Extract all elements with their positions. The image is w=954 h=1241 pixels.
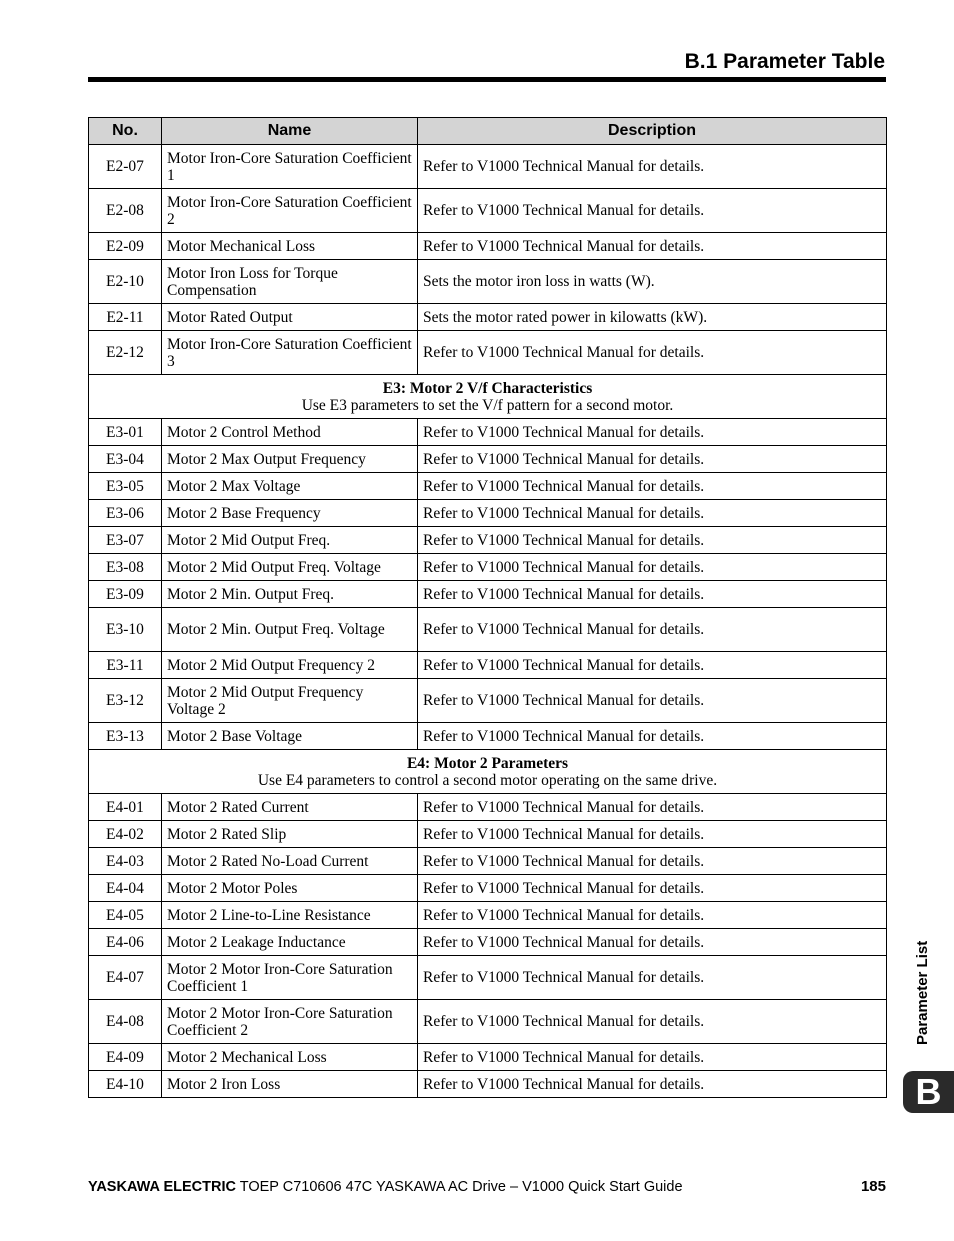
table-row [89,527,887,554]
parameter-number-cell: E4-08 [89,1000,162,1044]
parameter-name-cell: Motor Iron Loss for Torque Compensation [162,260,418,304]
parameter-description-cell: Refer to V1000 Technical Manual for details. [418,581,887,608]
parameter-name-cell: Motor 2 Mid Output Frequency Voltage 2 [162,679,418,723]
parameter-number-cell: E2-11 [89,304,162,331]
parameter-number-cell: E2-10 [89,260,162,304]
table-row [89,875,887,902]
column-header-name: Name [162,118,418,145]
parameter-description-cell: Refer to V1000 Technical Manual for details. [418,652,887,679]
parameter-name-cell: Motor 2 Leakage Inductance [162,929,418,956]
parameter-description-cell: Sets the motor iron loss in watts (W). [418,260,887,304]
parameter-name-cell: Motor 2 Control Method [162,419,418,446]
parameter-name-cell: Motor 2 Rated No-Load Current [162,848,418,875]
parameter-name-cell: Motor Iron-Core Saturation Coefficient 2 [162,189,418,233]
parameter-description-cell: Refer to V1000 Technical Manual for details. [418,956,887,1000]
parameter-name-cell: Motor Iron-Core Saturation Coefficient 1 [162,145,418,189]
section-description: Use E3 parameters to set the V/f pattern for a second motor. [301,396,674,414]
table-row [89,189,887,233]
parameter-name-cell: Motor 2 Base Voltage [162,723,418,750]
parameter-name-cell: Motor Rated Output [162,304,418,331]
parameter-description-cell: Refer to V1000 Technical Manual for details. [418,473,887,500]
footer-brand: YASKAWA ELECTRIC [88,1179,236,1195]
parameter-number-cell: E3-04 [89,446,162,473]
parameter-number-cell: E3-12 [89,679,162,723]
section-description: Use E4 parameters to control a second motor operating on the same drive. [257,771,718,789]
page-number: 185 [860,1178,886,1195]
parameter-description-cell: Refer to V1000 Technical Manual for details. [418,446,887,473]
table-body [89,145,887,1098]
parameter-description-cell: Refer to V1000 Technical Manual for details. [418,500,887,527]
parameter-description-cell: Refer to V1000 Technical Manual for details. [418,848,887,875]
parameter-number-cell: E2-08 [89,189,162,233]
table-row [89,1044,887,1071]
parameter-number-cell: E4-10 [89,1071,162,1098]
side-tab-label: Parameter List [914,940,931,1045]
table-row [89,723,887,750]
column-header-no: No. [89,118,162,145]
parameter-number-cell: E3-11 [89,652,162,679]
parameter-description-cell: Refer to V1000 Technical Manual for details. [418,233,887,260]
footer-document-info [88,1179,683,1195]
parameter-description-cell: Refer to V1000 Technical Manual for details. [418,1000,887,1044]
parameter-name-cell: Motor 2 Iron Loss [162,1071,418,1098]
table-row [89,331,887,375]
table-row [89,794,887,821]
parameter-name-cell: Motor 2 Max Output Frequency [162,446,418,473]
table-row [89,233,887,260]
parameter-name-cell: Motor 2 Mid Output Frequency 2 [162,652,418,679]
parameter-number-cell: E2-07 [89,145,162,189]
parameter-number-cell: E3-01 [89,419,162,446]
parameter-number-cell: E4-03 [89,848,162,875]
parameter-name-cell: Motor 2 Mid Output Freq. [162,527,418,554]
parameter-description-cell: Refer to V1000 Technical Manual for details. [418,145,887,189]
parameter-description-cell: Refer to V1000 Technical Manual for details. [418,794,887,821]
table-row [89,473,887,500]
table-row [89,848,887,875]
parameter-description-cell: Refer to V1000 Technical Manual for details. [418,902,887,929]
table-row [89,554,887,581]
table-row [89,679,887,723]
parameter-number-cell: E3-05 [89,473,162,500]
parameter-description-cell: Sets the motor rated power in kilowatts (kW). [418,304,887,331]
table-header-row [89,118,887,145]
parameter-name-cell: Motor 2 Line-to-Line Resistance [162,902,418,929]
table-row [89,608,887,652]
parameter-number-cell: E4-02 [89,821,162,848]
table-row [89,304,887,331]
page-title: B.1 Parameter Table [684,50,885,73]
table-row [89,902,887,929]
section-title: E3: Motor 2 V/f Characteristics [382,379,593,397]
table-row [89,419,887,446]
parameter-number-cell: E3-13 [89,723,162,750]
parameter-name-cell: Motor Iron-Core Saturation Coefficient 3 [162,331,418,375]
table-section-row [89,375,887,419]
parameter-number-cell: E4-04 [89,875,162,902]
parameter-description-cell: Refer to V1000 Technical Manual for details. [418,929,887,956]
parameter-name-cell: Motor 2 Rated Current [162,794,418,821]
parameter-name-cell: Motor 2 Mid Output Freq. Voltage [162,554,418,581]
section-cell [89,375,887,419]
parameter-name-cell: Motor 2 Rated Slip [162,821,418,848]
parameter-description-cell: Refer to V1000 Technical Manual for details. [418,723,887,750]
parameter-number-cell: E4-01 [89,794,162,821]
table-row [89,581,887,608]
table-row [89,821,887,848]
table-row [89,1071,887,1098]
parameter-number-cell: E4-07 [89,956,162,1000]
table-row [89,260,887,304]
parameter-description-cell: Refer to V1000 Technical Manual for details. [418,189,887,233]
parameter-name-cell: Motor 2 Mechanical Loss [162,1044,418,1071]
parameter-number-cell: E4-09 [89,1044,162,1071]
section-title: E4: Motor 2 Parameters [406,754,569,772]
parameter-description-cell: Refer to V1000 Technical Manual for details. [418,875,887,902]
parameter-name-cell: Motor 2 Max Voltage [162,473,418,500]
parameter-number-cell: E4-06 [89,929,162,956]
parameter-number-cell: E3-10 [89,608,162,652]
parameter-name-cell: Motor 2 Motor Iron-Core Saturation Coefficient 2 [162,1000,418,1044]
parameter-description-cell: Refer to V1000 Technical Manual for details. [418,821,887,848]
parameter-name-cell: Motor 2 Base Frequency [162,500,418,527]
parameter-table [88,117,887,1098]
table-row [89,652,887,679]
parameter-description-cell: Refer to V1000 Technical Manual for details. [418,679,887,723]
parameter-name-cell: Motor 2 Min. Output Freq. Voltage [162,608,418,652]
table-row [89,145,887,189]
chapter-tab[interactable]: B [903,1071,954,1113]
table-section-row [89,750,887,794]
parameter-description-cell: Refer to V1000 Technical Manual for details. [418,1071,887,1098]
parameter-description-cell: Refer to V1000 Technical Manual for details. [418,419,887,446]
table-row [89,956,887,1000]
table-row [89,500,887,527]
parameter-name-cell: Motor Mechanical Loss [162,233,418,260]
parameter-description-cell: Refer to V1000 Technical Manual for details. [418,554,887,581]
parameter-number-cell: E3-09 [89,581,162,608]
column-header-description: Description [418,118,887,145]
parameter-description-cell: Refer to V1000 Technical Manual for details. [418,1044,887,1071]
table-row [89,446,887,473]
parameter-number-cell: E3-06 [89,500,162,527]
parameter-description-cell: Refer to V1000 Technical Manual for details. [418,331,887,375]
table-row [89,929,887,956]
parameter-number-cell: E2-09 [89,233,162,260]
table-row [89,1000,887,1044]
parameter-name-cell: Motor 2 Motor Poles [162,875,418,902]
footer-doc-title: TOEP C710606 47C YASKAWA AC Drive – V1000 Quick Start Guide [239,1179,683,1195]
parameter-number-cell: E4-05 [89,902,162,929]
parameter-number-cell: E3-08 [89,554,162,581]
parameter-description-cell: Refer to V1000 Technical Manual for details. [418,608,887,652]
parameter-name-cell: Motor 2 Motor Iron-Core Saturation Coefficient 1 [162,956,418,1000]
title-rule [88,77,886,82]
section-cell [89,750,887,794]
parameter-name-cell: Motor 2 Min. Output Freq. [162,581,418,608]
parameter-number-cell: E2-12 [89,331,162,375]
parameter-number-cell: E3-07 [89,527,162,554]
parameter-description-cell: Refer to V1000 Technical Manual for details. [418,527,887,554]
